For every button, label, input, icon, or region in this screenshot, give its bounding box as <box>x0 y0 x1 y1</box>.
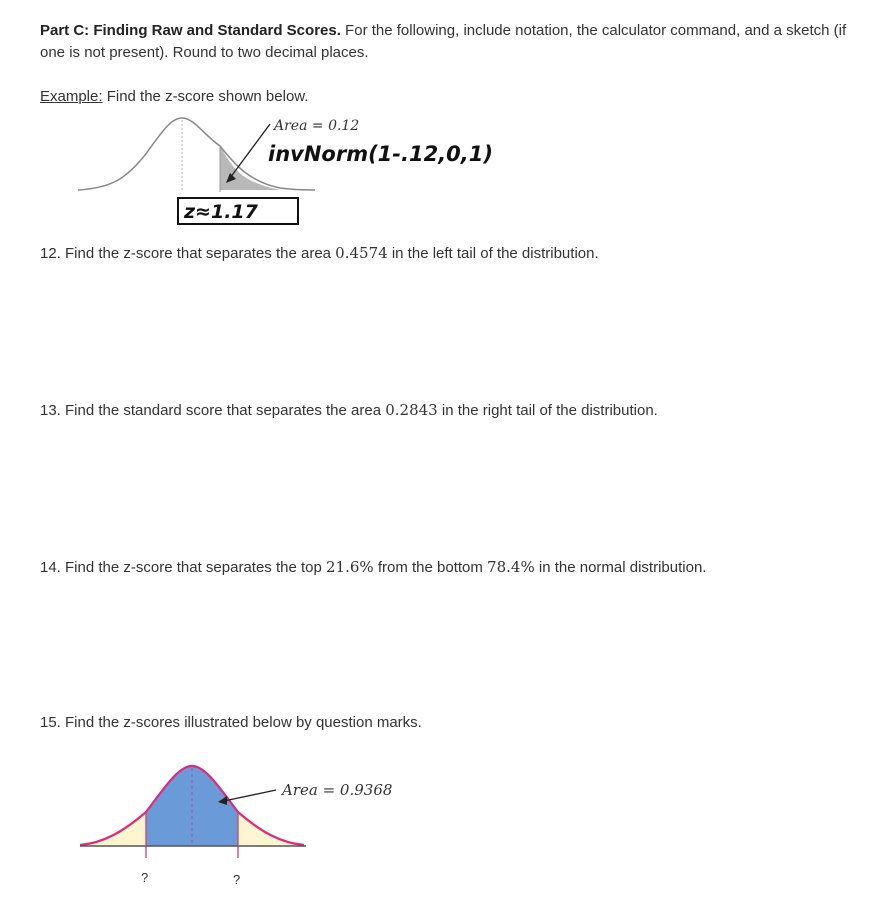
question-13-value: 0.2843 <box>385 401 438 419</box>
part-title: Part C: Finding Raw and Standard Scores. <box>40 22 341 39</box>
instructions <box>40 20 860 64</box>
question-14-text-mid: from the bottom <box>373 559 488 576</box>
example-label: Example: <box>40 88 103 105</box>
question-12 <box>40 244 599 262</box>
question-12-text-post: in the left tail of the distribution. <box>387 245 599 262</box>
question-13-text-pre: 13. Find the standard score that separates the area <box>40 402 386 419</box>
question-12-value: 0.4574 <box>335 244 388 262</box>
question-14-text-post: in the normal distribution. <box>534 559 707 576</box>
example-arrow <box>230 124 270 178</box>
question-12-text-pre: 12. Find the z-score that separates the area <box>40 245 336 262</box>
left-question-mark: ? <box>141 870 149 885</box>
example-area-label: Area = 0.12 <box>274 118 360 134</box>
left-tail-region <box>80 812 146 846</box>
question-13 <box>40 401 658 419</box>
question-14-value-top: 21.6% <box>326 558 374 576</box>
question-14-value-bottom: 78.4% <box>487 558 535 576</box>
right-tail-region <box>238 812 304 846</box>
question-15-text: 15. Find the z-scores illustrated below by question marks. <box>40 714 422 731</box>
example-heading <box>40 88 308 105</box>
question-14-text-pre: 14. Find the z-score that separates the top <box>40 559 326 576</box>
example-handwritten-command: invNorm(1-.12,0,1) <box>268 142 493 166</box>
question-14 <box>40 558 706 576</box>
example-text: Find the z-score shown below. <box>102 88 309 105</box>
question-15 <box>40 714 422 731</box>
example-handwritten-answer: z≈1.17 <box>184 201 258 223</box>
question-15-arrow <box>224 790 276 801</box>
right-question-mark: ? <box>233 872 241 887</box>
instructions-text: For the following, include notation, the calculator command, and a sketch (if one is not present). Round to two decimal places. <box>40 22 847 61</box>
question-15-area-label: Area = 0.9368 <box>282 781 393 799</box>
question-13-text-post: in the right tail of the distribution. <box>437 402 658 419</box>
